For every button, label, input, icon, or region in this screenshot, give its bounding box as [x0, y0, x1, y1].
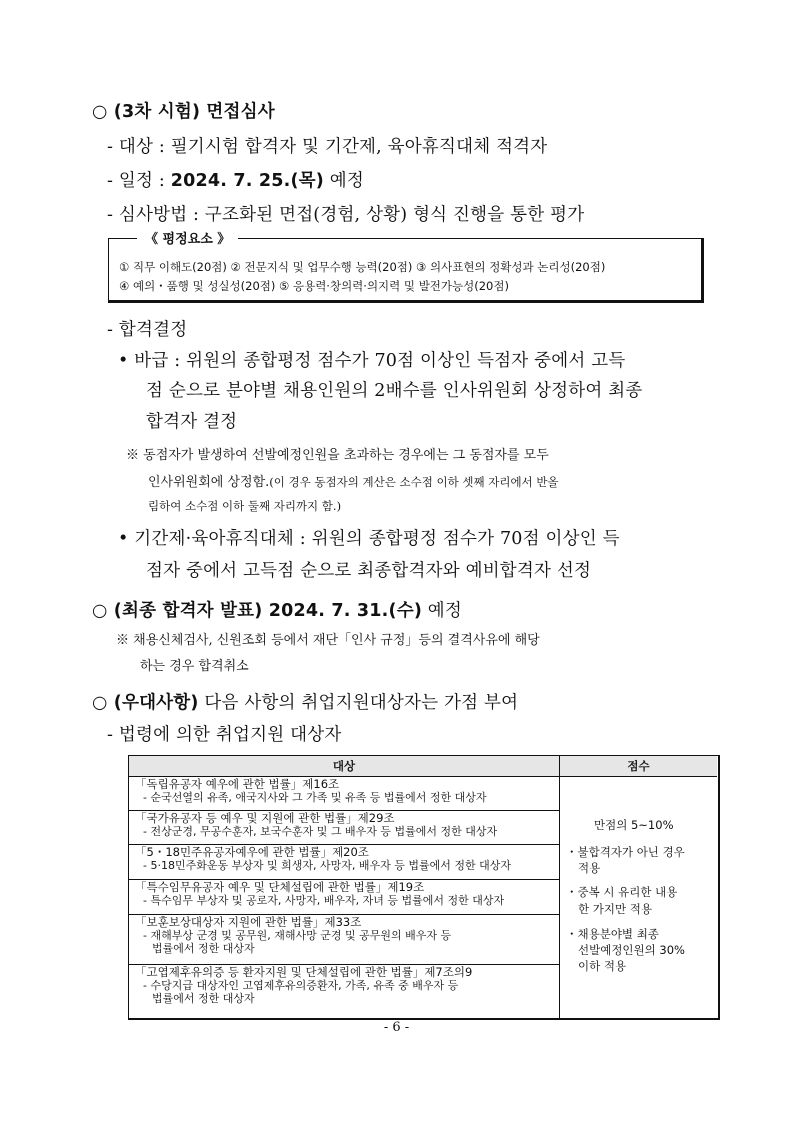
preference-sub: - 법령에 의한 취업지원 대상자: [107, 725, 342, 745]
score-full: 만점의 5~10%: [594, 818, 674, 832]
row-law-title: 「고엽제후유의증 등 환자지원 및 단체설립에 관한 법률」제7조의9: [135, 965, 473, 979]
preference-rest: 다음 사항의 취업지원대상자는 가점 부여: [198, 693, 519, 713]
page-number: - 6 -: [383, 1020, 410, 1035]
decision-regular-line-2: 점 순으로 분야별 채용인원의 2배수를 인사위원회 상정하여 최종: [146, 381, 643, 401]
row-law-desc: - 재해부상 군경 및 공무원, 재해사망 군경 및 공무원의 배우자 등: [143, 929, 452, 942]
announcement-bold: ○ (최종 합격자 발표) 2024. 7. 31.(수): [92, 601, 423, 621]
decision-regular-line-1: • 바급 : 위원의 종합평정 점수가 70점 이상인 득점자 중에서 고득: [118, 351, 626, 371]
decision-heading: - 합격결정: [107, 320, 188, 340]
evaluation-line-2: ④ 예의・품행 및 성실성(20점) ⑤ 응용력·창의력·의지력 및 발전가능성(20점): [119, 279, 509, 293]
tie-note-main: 인사위원회에 상정함.: [148, 475, 270, 490]
tie-note-paren: (이 경우 동점자의 계산은 소수점 이하 셋째 자리에서 반올: [269, 475, 559, 489]
announcement-heading: [92, 597, 462, 622]
row-law-title: 「특수임무유공자 예우 및 단체설립에 관한 법률」제19조: [135, 880, 425, 894]
schedule-suffix: 예정: [323, 171, 364, 191]
row-law-title: 「독립유공자 예우에 관한 법률」제16조: [135, 777, 340, 791]
interview-schedule: [107, 167, 364, 192]
table-row: [129, 845, 559, 880]
decision-temp-line-2: 점자 중에서 고득점 순으로 최종합격자와 예비합격자 선정: [146, 561, 592, 581]
table-header-target: 대상: [129, 756, 559, 777]
row-law-desc: 법률에서 정한 대상자: [152, 942, 255, 955]
table-row: [129, 811, 559, 845]
announcement-rest: 예정: [422, 601, 463, 621]
row-law-desc: - 전상군경, 무공수훈자, 보국수훈자 및 그 배우자 등 법률에서 정한 대상자: [143, 825, 498, 838]
preference-bold: ○ (우대사항): [92, 693, 199, 713]
preference-table: [128, 755, 720, 1020]
score-cond-3b: 선발예정인원의 30%: [578, 943, 685, 957]
row-law-desc: - 특수임무 부상자 및 공로자, 사망자, 배우자, 자녀 등 법률에서 정한 대상자: [143, 894, 505, 907]
interview-heading: ○ (3차 시험) 면접심사: [92, 102, 275, 122]
table-row: [129, 915, 559, 965]
row-law-title: 「5・18민주유공자예우에 관한 법률」제20조: [135, 845, 369, 859]
row-law-desc: - 수당지급 대상자인 고엽제후유의증환자, 가족, 유족 중 배우자 등: [143, 979, 459, 992]
tie-note-line-2: [148, 471, 559, 490]
table-column-divider: [559, 756, 560, 1018]
interview-method: - 심사방법 : 구조화된 면접(경험, 상황) 형식 진행을 통한 평가: [107, 205, 585, 225]
evaluation-title: 《 평정요소 》: [137, 228, 238, 247]
table-row: [129, 965, 559, 1017]
tie-note-line-3: 림하여 소수점 이하 둘째 자리까지 함.): [148, 499, 342, 513]
evaluation-line-1: ① 직무 이해도(20점) ② 전문지식 및 업무수행 능력(20점) ③ 의사표현의 정확성과 논리성(20점): [119, 260, 606, 274]
score-cond-3: ・채용분야별 최종: [566, 927, 659, 941]
schedule-prefix: - 일정 :: [107, 171, 171, 191]
announcement-note-line-1: ※ 채용신체검사, 신원조회 등에서 재단「인사 규정」등의 결격사유에 해당: [116, 633, 540, 648]
interview-target: - 대상 : 필기시험 합격자 및 기간제, 육아휴직대체 적격자: [107, 137, 548, 157]
row-law-desc: - 순국선열의 유족, 애국지사와 그 가족 및 유족 등 법률에서 정한 대상자: [143, 791, 487, 804]
decision-regular-line-3: 합격자 결정: [146, 412, 238, 432]
schedule-date: 2024. 7. 25.(목): [170, 171, 324, 191]
row-law-title: 「국가유공자 등 예우 및 지원에 관한 법률」제29조: [135, 811, 395, 825]
row-law-desc: 법률에서 정한 대상자: [152, 992, 255, 1005]
row-law-title: 「보훈보상대상자 지원에 관한 법률」제33조: [135, 915, 362, 929]
score-cond-1b: 적용: [578, 861, 601, 875]
evaluation-box: [108, 232, 704, 303]
score-cond-1: ・불합격자가 아닌 경우: [566, 845, 685, 859]
table-row: [129, 777, 559, 811]
score-cond-3c: 이하 적용: [578, 959, 627, 973]
tie-note-line-1: ※ 동점자가 발생하여 선발예정인원을 초과하는 경우에는 그 동점자를 모두: [126, 448, 549, 463]
table-header-score: 점수: [560, 756, 717, 777]
announcement-note-line-2: 하는 경우 합격취소: [140, 659, 249, 674]
preference-heading: [92, 689, 518, 714]
score-cond-2: ・중복 시 유리한 내용: [566, 885, 678, 899]
decision-temp-line-1: • 기간제·육아휴직대체 : 위원의 종합평정 점수가 70점 이상인 득: [118, 529, 620, 549]
row-law-desc: - 5·18민주화운동 부상자 및 희생자, 사망자, 배우자 등 법률에서 정한 대상자: [143, 859, 511, 872]
table-row: [129, 880, 559, 915]
score-cond-2b: 한 가지만 적용: [578, 902, 652, 916]
